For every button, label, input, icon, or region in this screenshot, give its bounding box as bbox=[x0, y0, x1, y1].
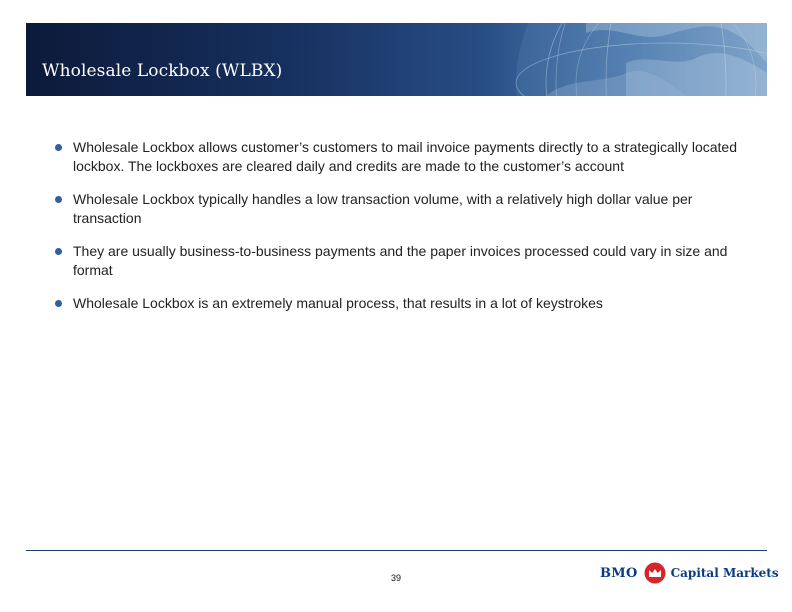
bullet-icon bbox=[55, 300, 62, 307]
bullet-text: Wholesale Lockbox allows customer’s customers to mail invoice payments directly to a strategically located lockbox. The lockboxes are cleared daily and credits are made to the customer’s account bbox=[73, 139, 737, 174]
bullet-text: They are usually business-to-business payments and the paper invoices processed could vary in size and format bbox=[73, 243, 728, 278]
bmo-roundel-icon bbox=[644, 562, 666, 584]
page-number: 39 bbox=[390, 573, 401, 583]
list-item bbox=[55, 138, 745, 176]
logo-brand: BMO bbox=[600, 565, 638, 581]
bullet-text: Wholesale Lockbox typically handles a low transaction volume, with a relatively high dollar value per transaction bbox=[73, 191, 693, 226]
list-item bbox=[55, 294, 745, 313]
bullet-icon bbox=[55, 196, 62, 203]
logo-division: Capital Markets bbox=[670, 566, 779, 580]
bullet-list bbox=[55, 138, 745, 313]
title-banner bbox=[26, 23, 767, 96]
globe-background-icon bbox=[26, 23, 767, 96]
list-item bbox=[55, 242, 745, 280]
page-title: Wholesale Lockbox (WLBX) bbox=[42, 61, 283, 81]
bullet-icon bbox=[55, 248, 62, 255]
bullet-icon bbox=[55, 144, 62, 151]
bmo-capital-markets-logo bbox=[600, 560, 779, 586]
list-item bbox=[55, 190, 745, 228]
bullet-text: Wholesale Lockbox is an extremely manual process, that results in a lot of keystrokes bbox=[73, 295, 603, 311]
footer-divider bbox=[26, 550, 767, 551]
